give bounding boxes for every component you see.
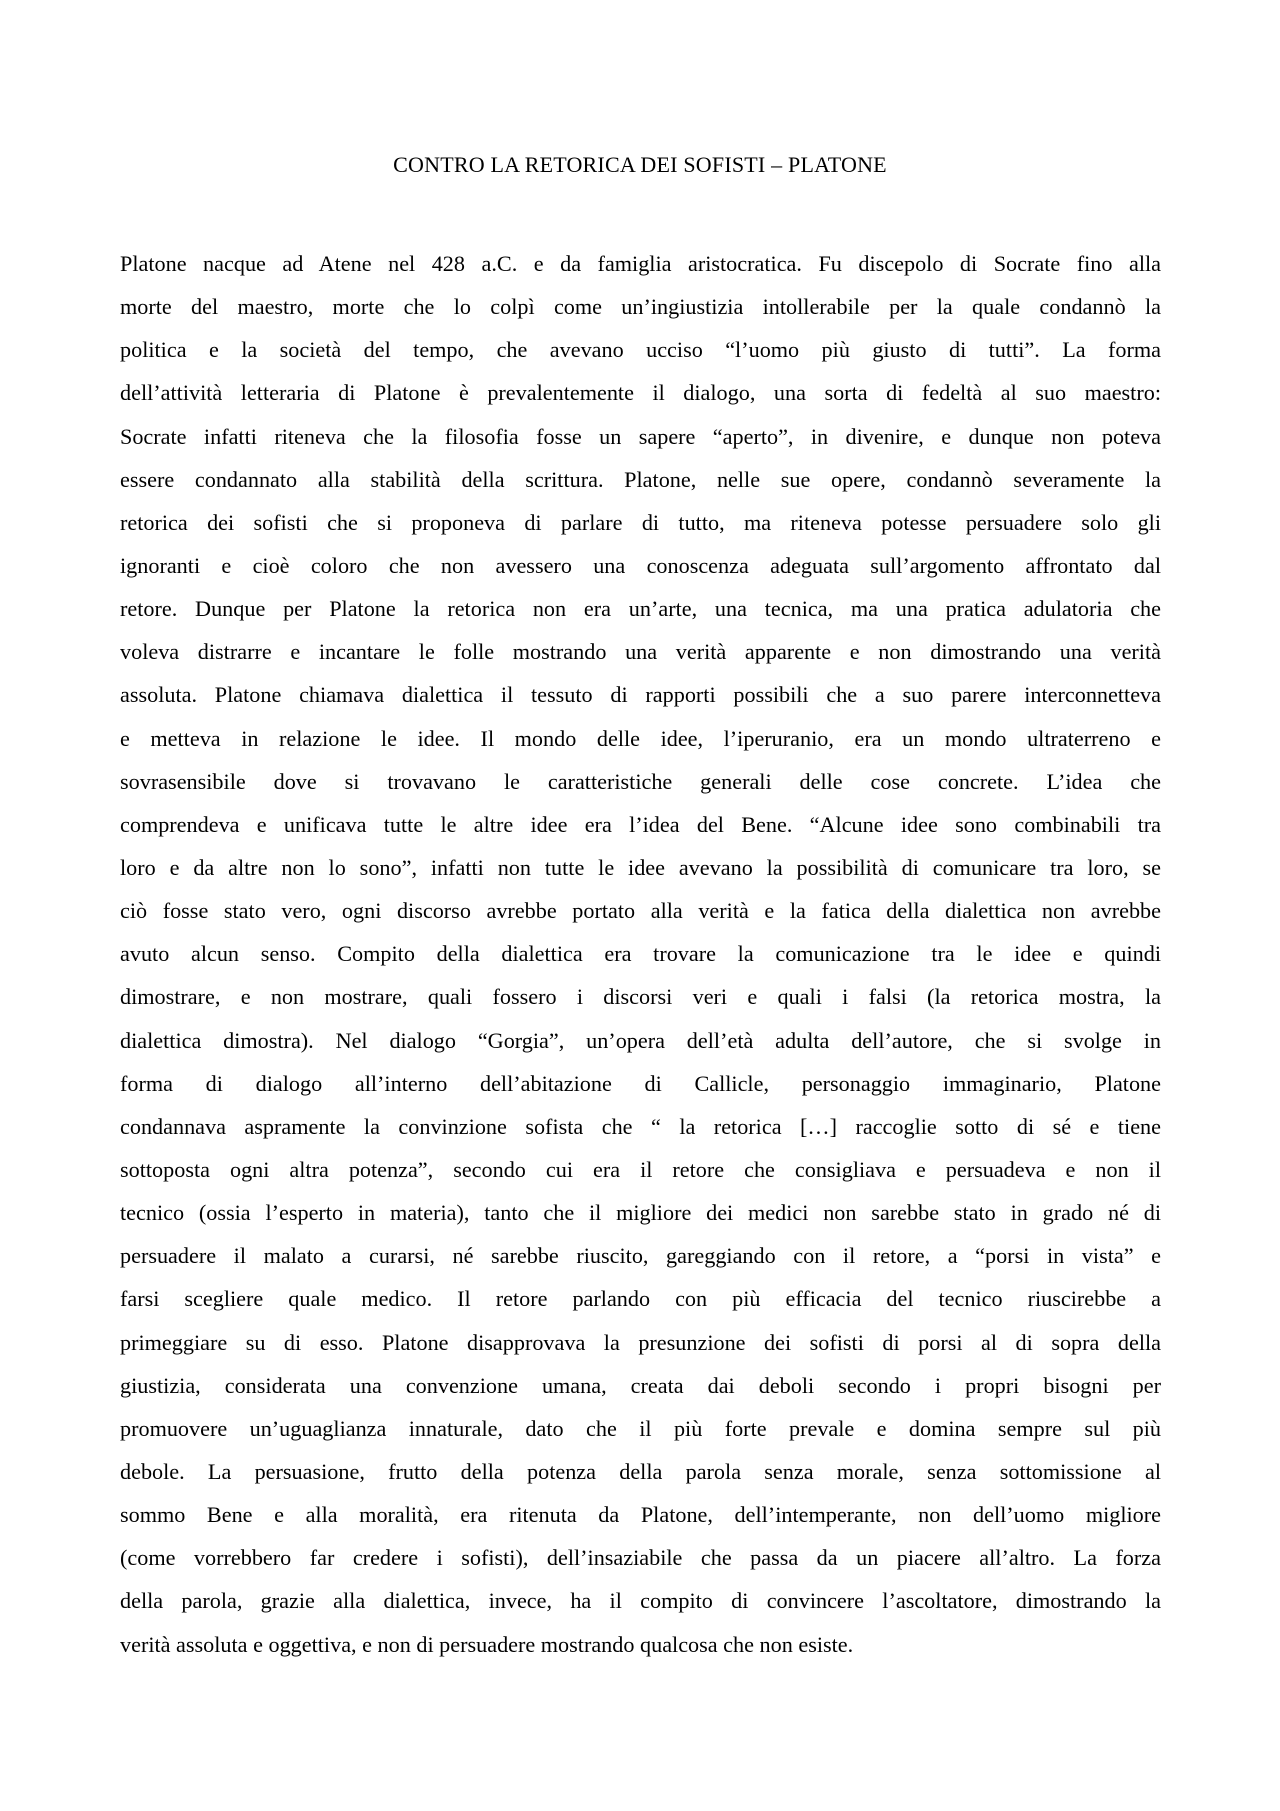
text-line: voleva distrarre e incantare le folle mostrando una verità apparente e non dimostrando una verità: [120, 639, 1161, 665]
text-line: della parola, grazie alla dialettica, invece, ha il compito di convincere l’ascoltatore, dimostrando la: [120, 1588, 1161, 1614]
text-line: farsi scegliere quale medico. Il retore parlando con più efficacia del tecnico riuscirebbe a: [120, 1286, 1161, 1312]
text-line: promuovere un’uguaglianza innaturale, dato che il più forte prevale e domina sempre sul più: [120, 1415, 1161, 1441]
text-line: condannava aspramente la convinzione sofista che “ la retorica […] raccoglie sotto di sé e tiene: [120, 1113, 1161, 1139]
text-line: dell’attività letteraria di Platone è prevalentemente il dialogo, una sorta di fedeltà al suo maestro:: [120, 380, 1161, 406]
text-line: Platone nacque ad Atene nel 428 a.C. e da famiglia aristocratica. Fu discepolo di Socrate fino alla: [120, 251, 1161, 276]
text-line: dimostrare, e non mostrare, quali fossero i discorsi veri e quali i falsi (la retorica mostra, la: [120, 984, 1161, 1010]
text-line: sovrasensibile dove si trovavano le caratteristiche generali delle cose concrete. L’idea che: [120, 768, 1161, 794]
text-line: debole. La persuasione, frutto della potenza della parola senza morale, senza sottomissione al: [120, 1458, 1161, 1484]
text-line: politica e la società del tempo, che avevano ucciso “l’uomo più giusto di tutti”. La forma: [120, 337, 1161, 363]
text-line: e metteva in relazione le idee. Il mondo delle idee, l’iperuranio, era un mondo ultraterreno e: [120, 725, 1161, 751]
text-line: loro e da altre non lo sono”, infatti non tutte le idee avevano la possibilità di comunicare tra loro, se: [120, 854, 1161, 880]
text-line: persuadere il malato a curarsi, né sarebbe riuscito, gareggiando con il retore, a “porsi in vista” e: [120, 1243, 1161, 1269]
text-line: essere condannato alla stabilità della scrittura. Platone, nelle sue opere, condannò severamente la: [120, 466, 1161, 492]
text-line: retorica dei sofisti che si proponeva di parlare di tutto, ma riteneva potesse persuadere solo gli: [120, 509, 1161, 535]
text-line: (come vorrebbero far credere i sofisti), dell’insaziabile che passa da un piacere all’altro. La forza: [120, 1545, 1161, 1571]
page-title: CONTRO LA RETORICA DEI SOFISTI – PLATONE: [393, 152, 887, 177]
text-line: avuto alcun senso. Compito della dialettica era trovare la comunicazione tra le idee e quindi: [120, 941, 1161, 967]
text-line: ciò fosse stato vero, ogni discorso avrebbe portato alla verità e la fatica della dialettica non avrebbe: [120, 898, 1161, 924]
text-line: sommo Bene e alla moralità, era ritenuta da Platone, dell’intemperante, non dell’uomo migliore: [120, 1502, 1161, 1528]
text-line: primeggiare su di esso. Platone disapprovava la presunzione dei sofisti di porsi al di sopra della: [120, 1329, 1161, 1355]
text-line: retore. Dunque per Platone la retorica non era un’arte, una tecnica, ma una pratica adulatoria che: [120, 596, 1161, 622]
text-line: assoluta. Platone chiamava dialettica il tessuto di rapporti possibili che a suo parere interconnetteva: [120, 682, 1161, 708]
text-line: Socrate infatti riteneva che la filosofia fosse un sapere “aperto”, in divenire, e dunque non poteva: [120, 423, 1161, 449]
text-line: comprendeva e unificava tutte le altre idee era l’idea del Bene. “Alcune idee sono combinabili tra: [120, 811, 1161, 837]
text-line: forma di dialogo all’interno dell’abitazione di Callicle, personaggio immaginario, Platone: [120, 1070, 1161, 1096]
body-paragraph: [120, 242, 1161, 1666]
text-line: verità assoluta e oggettiva, e non di persuadere mostrando qualcosa che non esiste.: [120, 1631, 854, 1657]
text-line: ignoranti e cioè coloro che non avessero una conoscenza adeguata sull’argomento affrontato dal: [120, 552, 1161, 578]
text-line: morte del maestro, morte che lo colpì come un’ingiustizia intollerabile per la quale condannò la: [120, 294, 1161, 320]
text-line: giustizia, considerata una convenzione umana, creata dai deboli secondo i propri bisogni per: [120, 1372, 1161, 1398]
text-line: sottoposta ogni altra potenza”, secondo cui era il retore che consigliava e persuadeva e non il: [120, 1156, 1161, 1182]
text-line: dialettica dimostra). Nel dialogo “Gorgia”, un’opera dell’età adulta dell’autore, che si svolge in: [120, 1027, 1161, 1053]
text-line: tecnico (ossia l’esperto in materia), tanto che il migliore dei medici non sarebbe stato in grado né di: [120, 1200, 1161, 1226]
